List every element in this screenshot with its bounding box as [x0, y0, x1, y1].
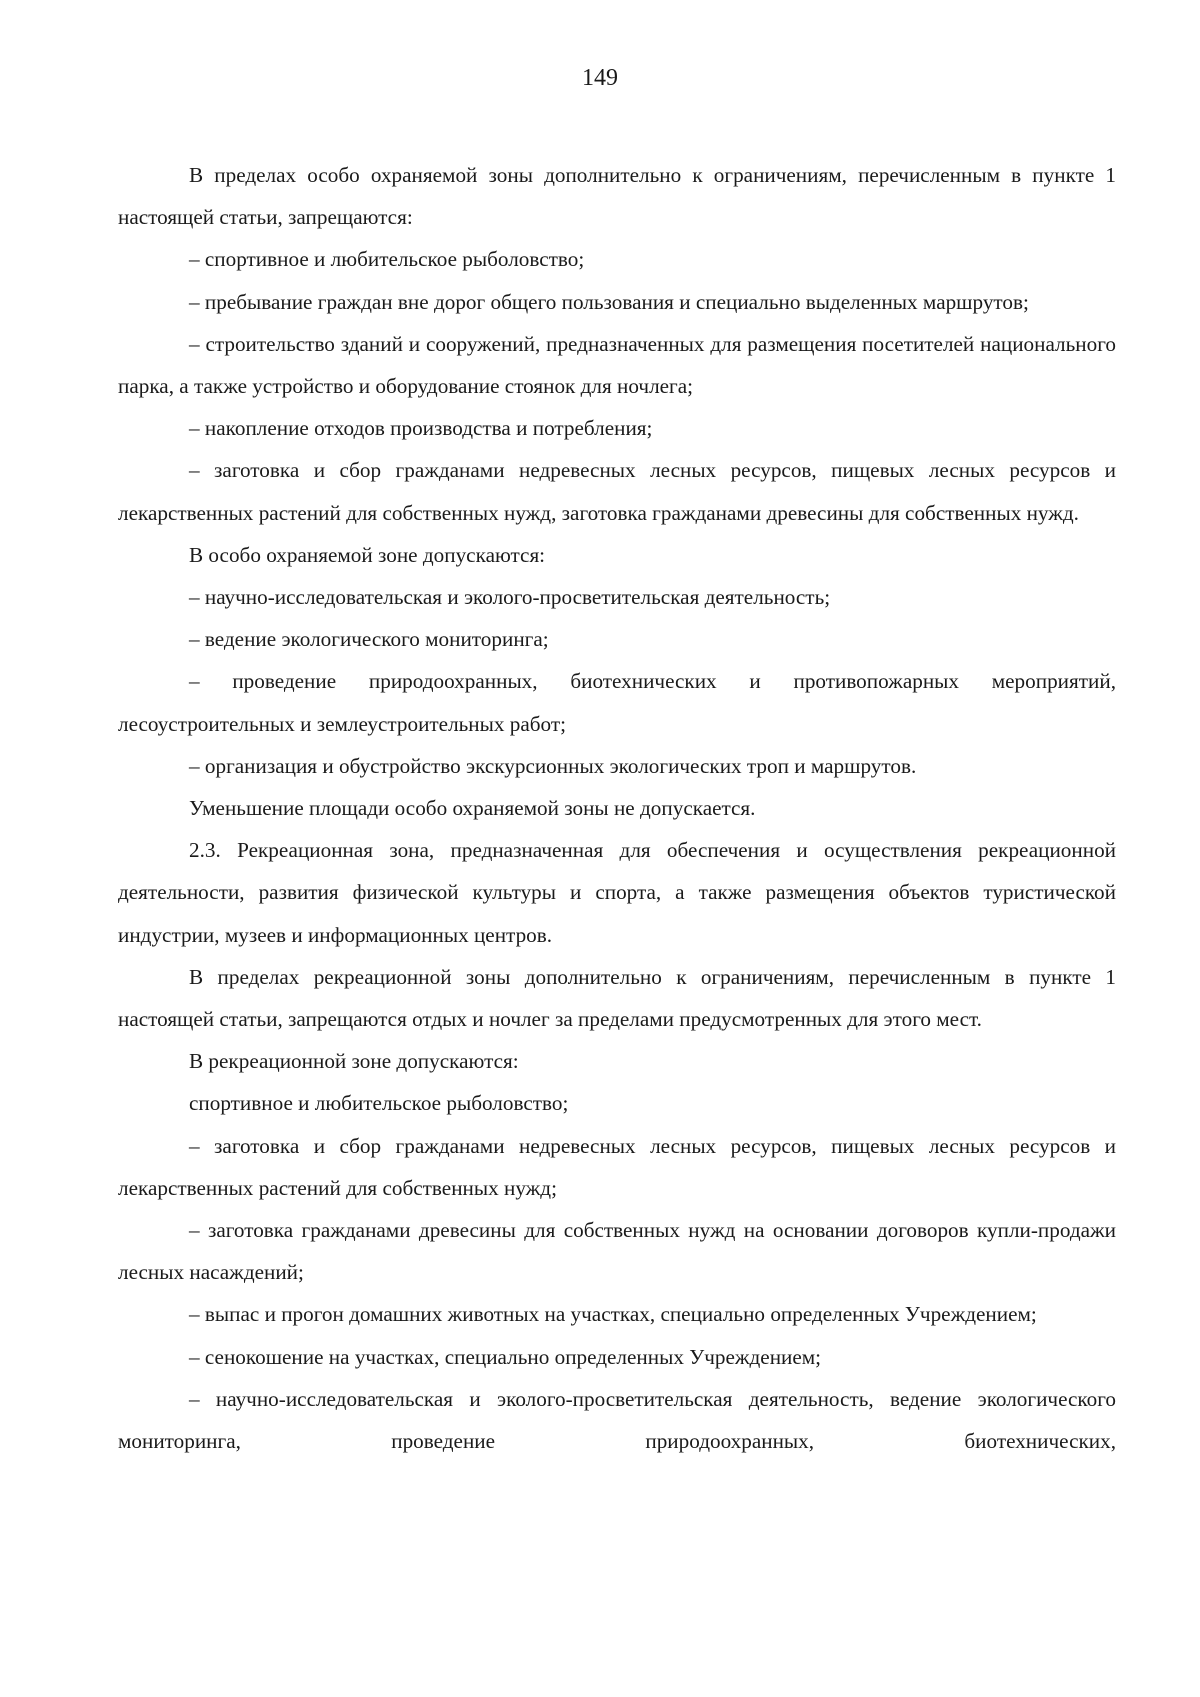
list-item-fishing: – спортивное и любительское рыболовство; [189, 247, 585, 272]
paragraph-recreation-zone: 2.3. Рекреационная зона, предназначенная для обеспечения и осуществления рекреационной деятельности, развития физической культуры и спорта, а также размещения объектов туристической индустрии, музеев и информационных центров. [118, 838, 1116, 947]
list-item-stay-off-roads: – пребывание граждан вне дорог общего пользования и специально выделенных маршрутов; [189, 289, 1029, 314]
paragraph-recreation-allowed-intro: В рекреационной зоне допускаются: [189, 1049, 519, 1074]
list-item-waste: – накопление отходов производства и потребления; [189, 416, 653, 441]
paragraph-recreation-restrictions: В пределах рекреационной зоны дополнительно к ограничениям, перечисленным в пункте 1 настоящей статьи, запрещаются отдых и ночлег за пределами предусмотренных для этого мест. [118, 964, 1116, 1032]
list-item-recreation-timber: – заготовка гражданами древесины для собственных нужд на основании договоров купли-продажи лесных насаждений; [118, 1218, 1116, 1285]
list-item-recreation-research: – научно-исследовательская и эколого-просветительская деятельность, ведение экологического мониторинга, проведение природоохранных, биотехнических, [118, 1386, 1116, 1454]
list-item-recreation-fishing: спортивное и любительское рыболовство; [189, 1091, 569, 1116]
document-body [118, 154, 1116, 1462]
list-item-eco-trails: – организация и обустройство экскурсионных экологических троп и маршрутов. [189, 753, 917, 778]
list-item-research: – научно-исследовательская и эколого-просветительская деятельность; [189, 585, 831, 610]
list-item-haymaking: – сенокошение на участках, специально определенных Учреждением; [189, 1344, 822, 1369]
page-number: 149 [582, 65, 618, 91]
list-item-recreation-forest-resources: – заготовка и сбор гражданами недревесных лесных ресурсов, пищевых лесных ресурсов и лекарственных растений для собственных нужд; [118, 1133, 1116, 1200]
list-item-construction: – строительство зданий и сооружений, предназначенных для размещения посетителей национального парка, а также устройство и оборудование стоянок для ночлега; [118, 331, 1116, 399]
paragraph-area-reduction: Уменьшение площади особо охраняемой зоны не допускается. [189, 796, 756, 821]
paragraph-zone-restrictions-intro: В пределах особо охраняемой зоны дополнительно к ограничениям, перечисленным в пункте 1 настоящей статьи, запрещаются: [118, 163, 1116, 230]
list-item-forest-resources: – заготовка и сбор гражданами недревесных лесных ресурсов, пищевых лесных ресурсов и лекарственных растений для собственных нужд, заготовка гражданами древесины для собственных нужд. [118, 458, 1116, 525]
paragraph-zone-allowed-intro: В особо охраняемой зоне допускаются: [189, 542, 546, 567]
list-item-monitoring: – ведение экологического мониторинга; [189, 627, 549, 652]
list-item-grazing: – выпас и прогон домашних животных на участках, специально определенных Учреждением; [189, 1302, 1037, 1327]
list-item-conservation-measures: – проведение природоохранных, биотехнических и противопожарных мероприятий, лесоустроительных и землеустроительных работ; [118, 669, 1116, 736]
